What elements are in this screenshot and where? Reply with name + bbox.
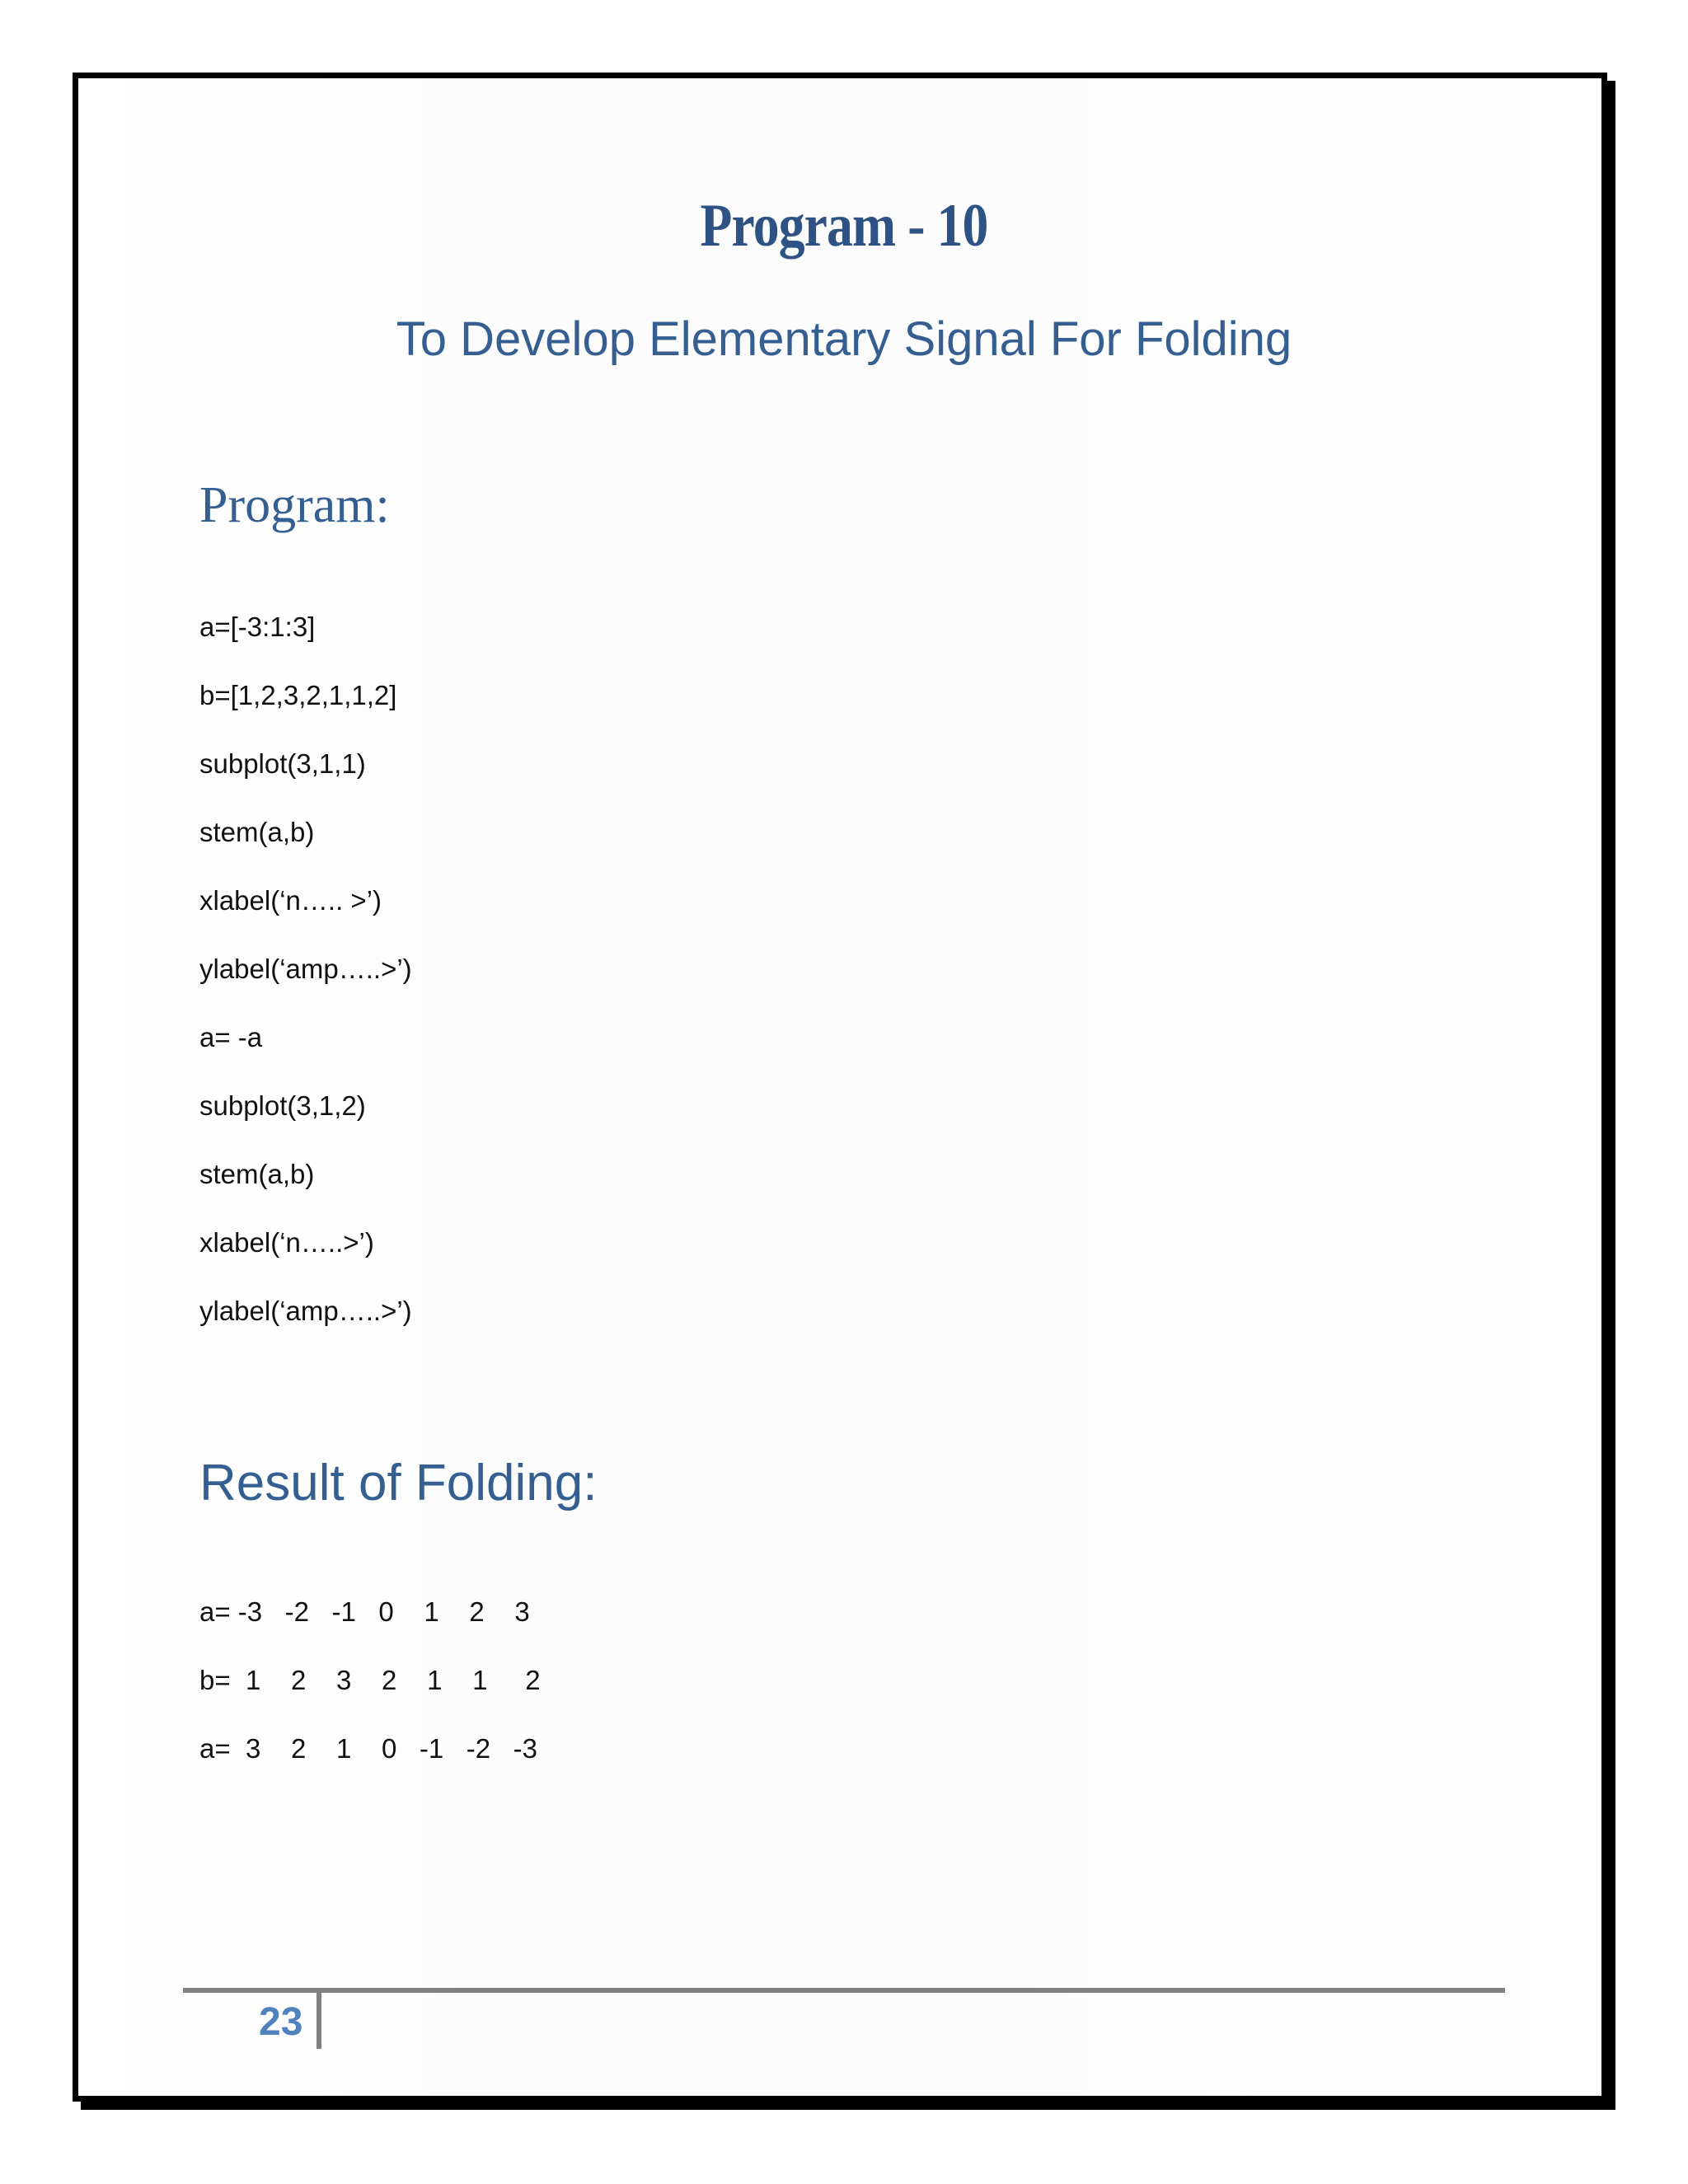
footer-divider [316, 1991, 321, 2049]
page-number: 23 [259, 2000, 303, 2044]
program-heading: Program: [199, 477, 390, 533]
code-line: ylabel(‘amp…..>’) [199, 1296, 412, 1326]
code-line: a=[-3:1:3] [199, 612, 316, 642]
result-line: a= -3 -2 -1 0 1 2 3 [199, 1596, 530, 1627]
result-heading: Result of Folding: [199, 1455, 598, 1511]
page-title: Program - 10 [700, 192, 988, 260]
code-line: ylabel(‘amp…..>’) [199, 954, 412, 984]
code-line: a= -a [199, 1022, 263, 1052]
code-line: subplot(3,1,1) [199, 748, 366, 779]
code-line: xlabel(‘n….. >’) [199, 885, 382, 916]
result-line: b= 1 2 3 2 1 1 2 [199, 1665, 541, 1695]
code-line: stem(a,b) [199, 1159, 315, 1189]
result-line: a= 3 2 1 0 -1 -2 -3 [199, 1733, 537, 1764]
footer-rule [183, 1988, 1505, 1993]
code-line: b=[1,2,3,2,1,1,2] [199, 680, 397, 710]
code-line: subplot(3,1,2) [199, 1090, 366, 1121]
page-border [73, 73, 1607, 2102]
code-line: xlabel(‘n…..>’) [199, 1227, 374, 1258]
code-line: stem(a,b) [199, 817, 315, 847]
page-subtitle: To Develop Elementary Signal For Folding [396, 312, 1292, 366]
